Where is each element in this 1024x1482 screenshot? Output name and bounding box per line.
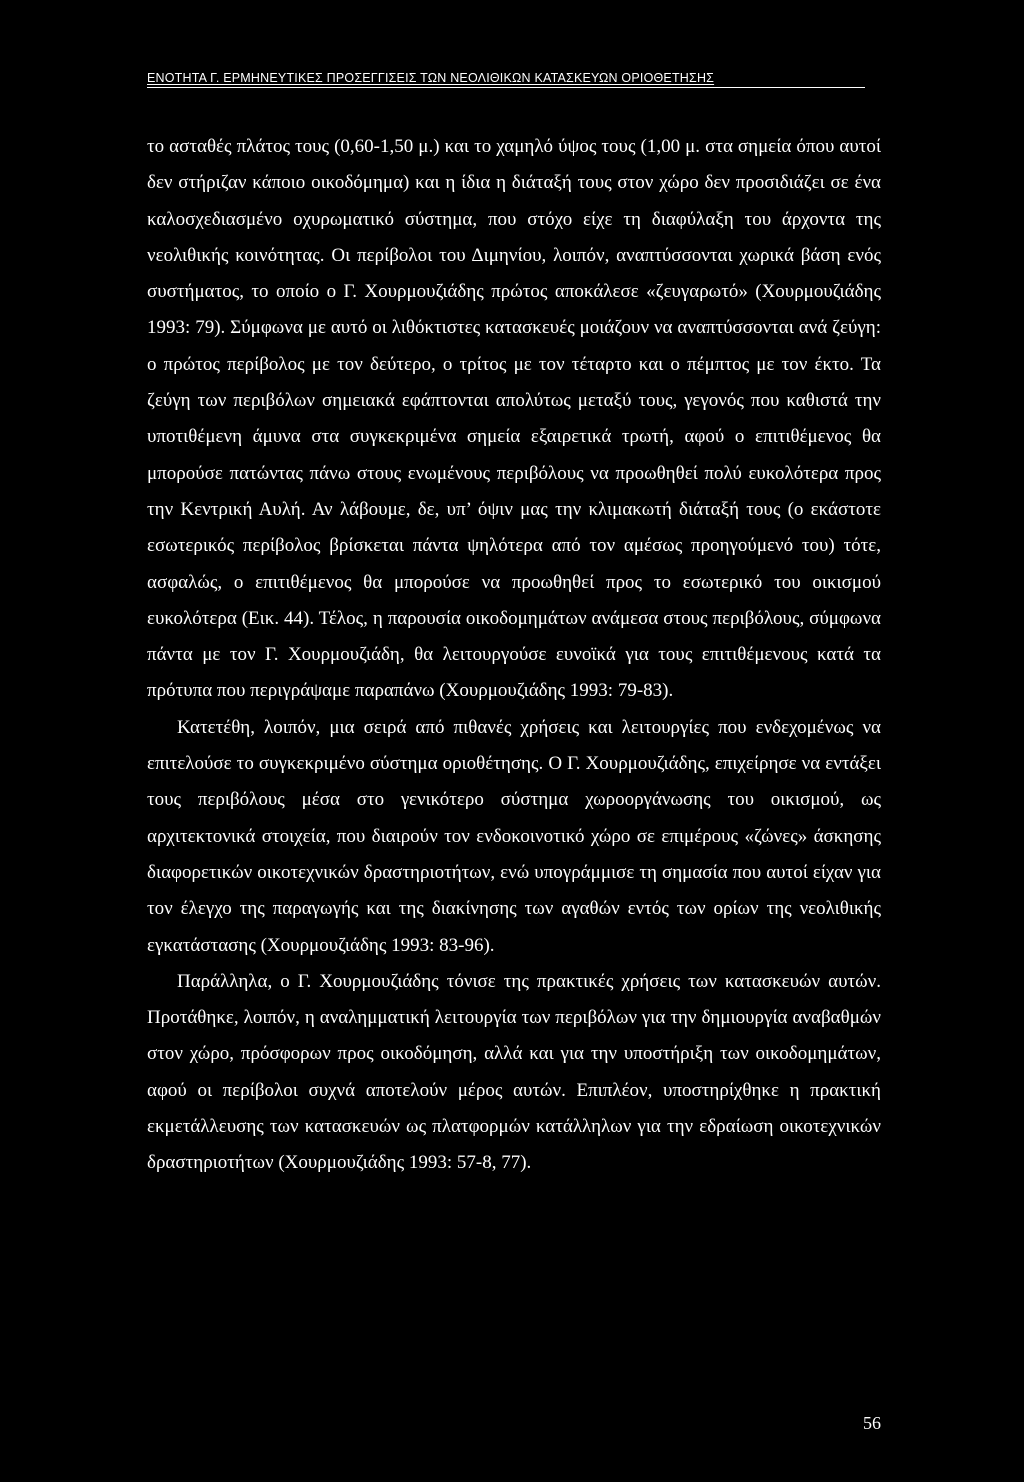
paragraph: Κατετέθη, λοιπόν, μια σειρά από πιθανές χρήσεις και λειτουργίες που ενδεχομένως να επιτελούσε το συγκεκριμένο σύστημα οριοθέτησης. Ο Γ. Χουρμουζιάδης, επιχείρησε να εντάξει τους περιβόλους μέσα στο γενικότερο σύστημα χωροοργάνωσης του οικισμού, ως αρχιτεκτονικά στοιχεία, που διαιρούν τον ενδοκοινοτικό χώρο σε επιμέρους «ζώνες» άσκησης διαφορετικών οικοτεχνικών δραστηριοτήτων, ενώ υπογράμμισε τη σημασία που αυτοί είχαν για τον έλεγχο της παραγωγής και της διακίνησης των αγαθών εντός των ορίων της νεολιθικής εγκατάστασης (Χουρμουζιάδης 1993: 83-96).	[147, 716, 881, 956]
running-header: ΕΝΟΤΗΤΑ Γ. ΕΡΜΗΝΕΥΤΙΚΕΣ ΠΡΟΣΕΓΓΙΣΕΙΣ ΤΩΝ ΝΕΟΛΙΘΙΚΩΝ ΚΑΤΑΣΚΕΥΩΝ ΟΡΙΟΘΕΤΗΣΗΣ	[147, 71, 715, 85]
paragraph: Παράλληλα, ο Γ. Χουρμουζιάδης τόνισε της πρακτικές χρήσεις των κατασκευών αυτών. Προτάθηκε, λοιπόν, η αναλημματική λειτουργία των περιβόλων για την δημιουργία αναβαθμών στον χώρο, πρόσφορων προς οικοδόμηση, αλλά και για την υποστήριξη των οικοδομημάτων, αφού οι περίβολοι συχνά αποτελούν μέρος αυτών. Επιπλέον, υποστηρίχθηκε η πρακτική εκμετάλλευσης των κατασκευών ως πλατφορμών κατάλληλων για την εδραίωση οικοτεχνικών δραστηριοτήτων (Χουρμουζιάδης 1993: 57-8, 77).	[147, 970, 881, 1174]
header-rule	[147, 87, 865, 88]
page-number: 56	[863, 1413, 881, 1433]
body-text	[147, 129, 881, 1182]
paragraph-continuation: το ασταθές πλάτος τους (0,60-1,50 μ.) και το χαμηλό ύψος τους (1,00 μ. στα σημεία όπου αυτοί δεν στήριζαν κάποιο οικοδόμημα) και η ίδια η διάταξή τους στον χώρο δεν προσιδιάζει σε ένα καλοσχεδιασμένο οχυρωματικό σύστημα, που στόχο είχε τη διαφύλαξη του άρχοντα της νεολιθικής κοινότητας. Οι περίβολοι του Διμηνίου, λοιπόν, αναπτύσσονται χωρικά βάση ενός συστήματος, το οποίο ο Γ. Χουρμουζιάδης πρώτος αποκάλεσε «ζευγαρωτό» (Χουρμουζιάδης 1993: 79). Σύμφωνα με αυτό οι λιθόκτιστες κατασκευές μοιάζουν να αναπτύσσονται ανά ζεύγη: ο πρώτος περίβολος με τον δεύτερο, ο τρίτος με τον τέταρτο και ο πέμπτος με τον έκτο. Τα ζεύγη των περιβόλων σημειακά εφάπτονται απολύτως μεταξύ τους, γεγονός που καθιστά την υποτιθέμενη άμυνα στα συγκεκριμένα σημεία εξαιρετικά τρωτή, αφού ο επιτιθέμενος θα μπορούσε πατώντας πάνω στους ενωμένους περιβόλους να προωθηθεί πολύ ευκολότερα προς την Κεντρική Αυλή. Αν λάβουμε, δε, υπ’ όψιν μας την κλιμακωτή διάταξή τους (ο εκάστοτε εσωτερικός περίβολος βρίσκεται πάντα ψηλότερα από τον αμέσως προηγούμενό του) τότε, ασφαλώς, ο επιτιθέμενος θα μπορούσε να προωθηθεί προς το εσωτερικό του οικισμού ευκολότερα (Εικ. 44). Τέλος, η παρουσία οικοδομημάτων ανάμεσα στους περιβόλους, σύμφωνα πάντα με τον Γ. Χουρμουζιάδη, θα λειτουργούσε ευνοϊκά για τους επιτιθέμενους κατά τα πρότυπα που περιγράψαμε παραπάνω (Χουρμουζιάδης 1993: 79-83).	[147, 136, 881, 702]
